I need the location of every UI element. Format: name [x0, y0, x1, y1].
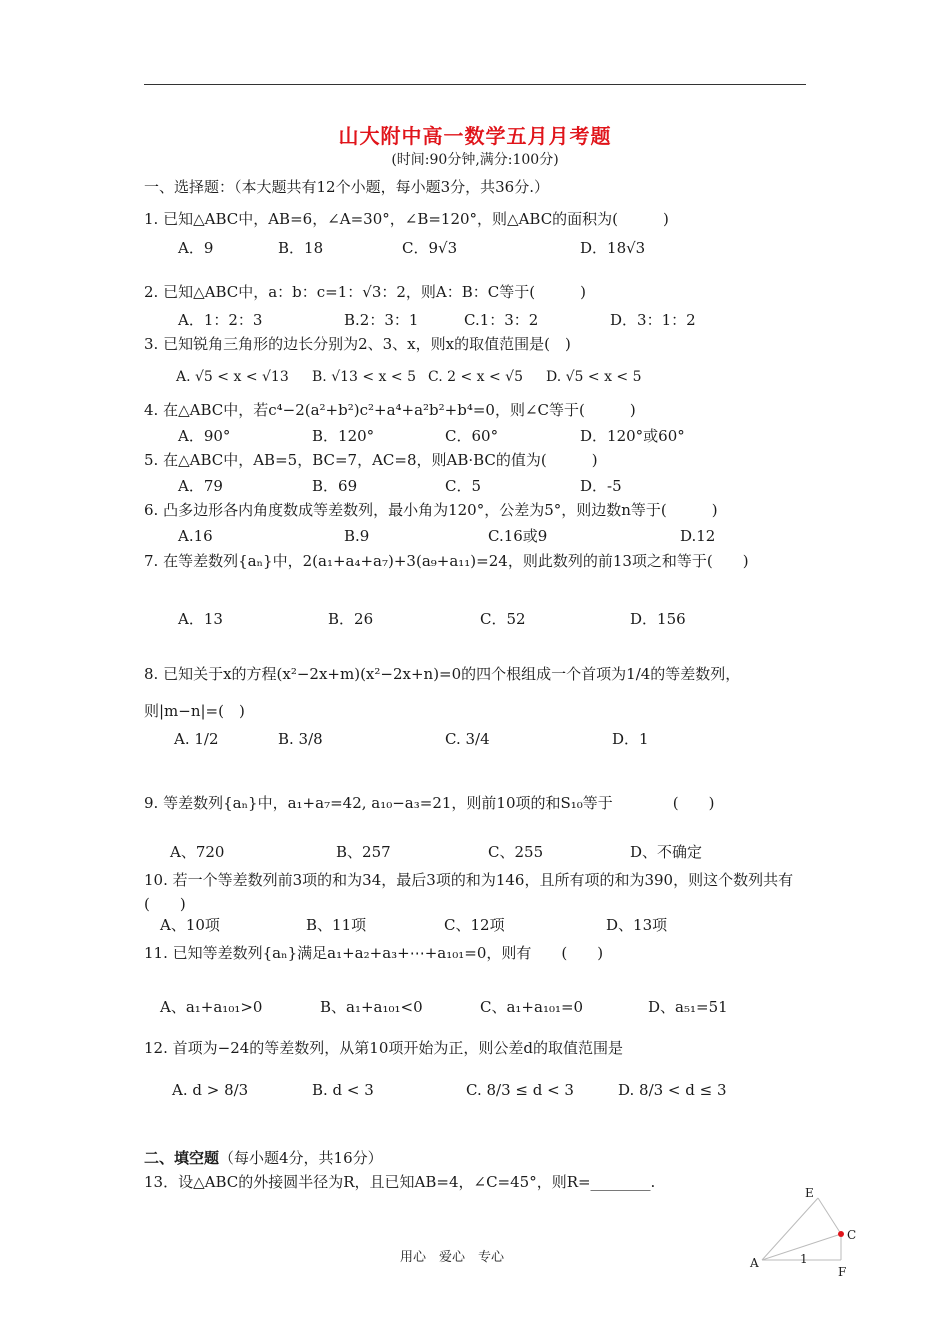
q6-option-d: D.12: [680, 527, 716, 545]
q8-option-c: C. 3/4: [445, 730, 490, 748]
label-c: C: [847, 1228, 857, 1242]
section2-heading-bold: 二、填空题: [144, 1149, 220, 1167]
q3-option-d: D. √5 < x < 5: [546, 369, 642, 385]
q2-option-a: A．1：2：3: [178, 311, 263, 329]
q3-option-c: C. 2 < x < √5: [428, 369, 524, 385]
q2-option-d: D．3：1：2: [610, 311, 696, 329]
section2-heading-rest: （每小题4分，共16分）: [219, 1149, 383, 1167]
q9-option-a: A、720: [170, 843, 225, 861]
q10-option-b: B、11项: [306, 916, 367, 934]
section2-heading: [144, 1151, 383, 1166]
q6-option-b: B.9: [344, 527, 370, 545]
q7-option-a: A．13: [178, 610, 223, 628]
q8-option-b: B. 3/8: [278, 730, 323, 748]
q9-option-c: C、255: [488, 843, 544, 861]
q4-option-b: B．120°: [312, 427, 375, 445]
q3-option-b: B. √13 < x < 5: [312, 369, 416, 385]
section1-heading: 一、选择题：（本大题共有12个小题，每小题3分，共36分.）: [144, 178, 549, 196]
label-1: 1: [800, 1252, 808, 1266]
q6-option-c: C.16或9: [488, 527, 548, 545]
q8-option-d: D．1: [612, 730, 649, 748]
q10-option-a: A、10项: [160, 916, 220, 934]
q7-option-c: C．52: [480, 610, 526, 628]
q5-option-b: B．69: [312, 477, 358, 495]
point-c-dot: [838, 1231, 844, 1237]
q7-option-b: B．26: [328, 610, 374, 628]
page-subtitle: (时间:90分钟,满分:100分): [391, 152, 559, 168]
q1-option-d: D．18√3: [580, 239, 646, 257]
q9-option-d: D、不确定: [630, 843, 703, 861]
question-10-num: 10.: [144, 871, 168, 889]
question-4-stem: 4. 在△ABC中，若c⁴−2(a²+b²)c²+a⁴+a²b²+b⁴=0，则∠C等于( ): [144, 401, 636, 419]
page-footer: 用心 爱心 专心: [400, 1250, 505, 1265]
question-1-stem: 1. 已知△ABC中，AB=6，∠A=30°，∠B=120°，则△ABC的面积为( ): [144, 210, 669, 228]
question-8-stem: 8. 已知关于x的方程(x²−2x+m)(x²−2x+n)=0的四个根组成一个首项为1/4的等差数列，则|m−n|=( ): [144, 665, 741, 720]
label-e: E: [805, 1186, 814, 1200]
q3-option-a: A. √5 < x < √13: [176, 369, 289, 385]
question-6-stem: 6. 凸多边形各内角度数成等差数列，最小角为120°，公差为5°，则边数n等于( ): [144, 501, 718, 519]
q1-option-c: C．9√3: [402, 239, 458, 257]
question-11-stem: 11. 已知等差数列{aₙ}满足a₁+a₂+a₃+⋯+a₁₀₁=0，则有 ( ): [144, 944, 604, 962]
q8-option-a: A. 1/2: [174, 730, 219, 748]
question-13-stem: 13．设△ABC的外接圆半径为R，且已知AB=4，∠C=45°，则R=________.: [144, 1173, 656, 1191]
q12-option-d: D. 8/3 < d ≤ 3: [618, 1081, 727, 1099]
header-rule: [144, 84, 806, 85]
q4-option-c: C．60°: [445, 427, 499, 445]
question-10-stem: [144, 868, 812, 916]
q5-option-a: A．79: [178, 477, 223, 495]
q2-option-c: C.1：3：2: [464, 311, 539, 329]
q2-option-b: B.2：3：1: [344, 311, 419, 329]
question-12-text: 首项为−24的等差数列，从第10项开始为正，则公差d的取值范围是: [172, 1039, 623, 1057]
q10-option-c: C、12项: [444, 916, 505, 934]
page-title: 山大附中高一数学五月月考题: [338, 124, 612, 148]
q6-option-a: A.16: [178, 527, 213, 545]
question-10-text: 若一个等差数列前3项的和为34，最后3项的和为146，且所有项的和为390，则这个数列共有( ): [144, 871, 794, 913]
q12-option-a: A. d > 8/3: [172, 1081, 249, 1099]
question-5-stem: 5. 在△ABC中，AB=5，BC=7，AC=8，则AB·BC的值为( ): [144, 451, 598, 469]
label-a: A: [750, 1256, 759, 1270]
question-2-stem: 2. 已知△ABC中，a：b：c=1：√3：2，则A：B：C等于( ): [144, 283, 586, 301]
line-ec: [818, 1198, 841, 1234]
q12-option-b: B. d < 3: [312, 1081, 374, 1099]
question-7-stem: 7. 在等差数列{aₙ}中，2(a₁+a₄+a₇)+3(a₉+a₁₁)=24，则此数列的前13项之和等于( ): [144, 552, 749, 570]
q11-option-d: D、a₅₁=51: [648, 998, 728, 1016]
q4-option-a: A．90°: [178, 427, 231, 445]
q11-option-b: B、a₁+a₁₀₁<0: [320, 998, 423, 1016]
triangle-figure: [745, 1182, 865, 1282]
q7-option-d: D．156: [630, 610, 686, 628]
question-12-stem: [144, 1041, 623, 1056]
q10-option-d: D、13项: [606, 916, 668, 934]
question-12-num: 12.: [144, 1039, 168, 1057]
label-f: F: [838, 1265, 847, 1279]
q12-option-c: C. 8/3 ≤ d < 3: [466, 1081, 574, 1099]
q11-option-c: C、a₁+a₁₀₁=0: [480, 998, 584, 1016]
q5-option-c: C．5: [445, 477, 482, 495]
q1-option-a: A．9: [178, 239, 214, 257]
q1-option-b: B．18: [278, 239, 324, 257]
q4-option-d: D．120°或60°: [580, 427, 685, 445]
q11-option-a: A、a₁+a₁₀₁>0: [160, 998, 263, 1016]
q9-option-b: B、257: [336, 843, 391, 861]
q5-option-d: D．-5: [580, 477, 622, 495]
question-3-stem: 3. 已知锐角三角形的边长分别为2、3、x，则x的取值范围是( ): [144, 335, 571, 353]
question-9-stem: 9. 等差数列{aₙ}中，a₁+a₇=42, a₁₀−a₃=21，则前10项的和S₁₀等于 ( ): [144, 794, 715, 812]
